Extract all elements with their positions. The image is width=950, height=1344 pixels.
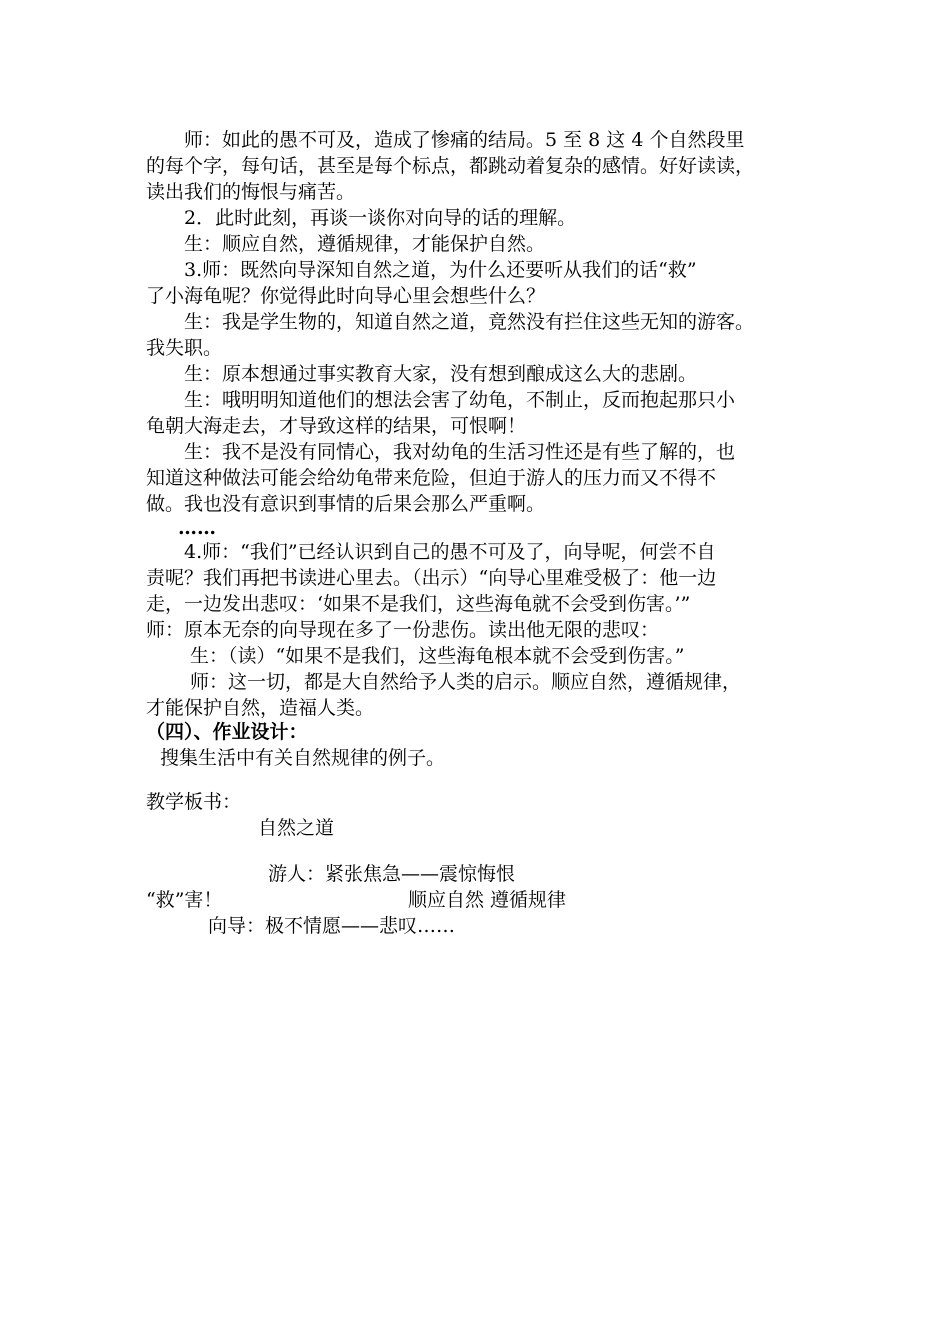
paragraph-4-line-2: 了小海龟呢？你觉得此时向导心里会想些什么？ (146, 285, 546, 307)
paragraph-4-line-1: 3.师：既然向导深知自然之道，为什么还要听从我们的话“救” (184, 259, 697, 281)
paragraph-10: 生：（读）“如果不是我们，这些海龟根本就不会受到伤害。” (190, 645, 685, 667)
board-save-label: “救”害！ (146, 889, 223, 911)
paragraph-9-line-4: 师：原本无奈的向导现在多了一份悲伤。读出他无限的悲叹： (146, 619, 660, 641)
paragraph-7-line-1: 生：哦明明知道他们的想法会害了幼龟，不制止，反而抱起那只小 (184, 389, 736, 411)
ellipsis: …… (178, 517, 216, 539)
paragraph-11-line-2: 才能保护自然，造福人类。 (146, 697, 375, 719)
board-title: 自然之道 (258, 817, 335, 839)
board-tourist-line: 游人：紧张焦急——震惊悔恨 (268, 863, 516, 885)
paragraph-2: 2．此时此刻，再谈一谈你对向导的话的理解。 (184, 207, 577, 229)
board-label: 教学板书： (146, 791, 242, 813)
paragraph-11-line-1: 师：这一切，都是大自然给予人类的启示。顺应自然，遵循规律， (190, 671, 742, 693)
homework-heading: （四）、作业设计： (146, 721, 308, 743)
paragraph-1-line-2: 的每个字，每句话，甚至是每个标点，都跳动着复杂的感情。好好读读， (146, 155, 755, 177)
paragraph-3: 生：顺应自然，遵循规律，才能保护自然。 (184, 233, 546, 255)
paragraph-9-line-1: 4.师：“我们”已经认识到自己的愚不可及了，向导呢，何尝不自 (184, 541, 716, 563)
paragraph-9-line-3: 走，一边发出悲叹：‘如果不是我们，这些海龟就不会受到伤害。’” (146, 593, 691, 615)
paragraph-5-line-1: 生：我是学生物的，知道自然之道，竟然没有拦住这些无知的游客。 (184, 311, 755, 333)
paragraph-6: 生：原本想通过事实教育大家，没有想到酿成这么大的悲剧。 (184, 363, 698, 385)
board-principle: 顺应自然 遵循规律 (408, 889, 567, 911)
paragraph-1-line-3: 读出我们的悔恨与痛苦。 (146, 181, 356, 203)
homework-content: 搜集生活中有关自然规律的例子。 (160, 747, 446, 769)
paragraph-8-line-3: 做。我也没有意识到事情的后果会那么严重啊。 (146, 493, 546, 515)
paragraph-8-line-1: 生：我不是没有同情心，我对幼龟的生活习性还是有些了解的，也 (184, 441, 736, 463)
paragraph-5-line-2: 我失职。 (146, 337, 223, 359)
board-guide-line: 向导：极不情愿——悲叹…… (208, 915, 456, 937)
paragraph-1-line-1: 师：如此的愚不可及，造成了惨痛的结局。5 至 8 这 4 个自然段里 (184, 129, 745, 151)
paragraph-8-line-2: 知道这种做法可能会给幼龟带来危险，但迫于游人的压力而又不得不 (146, 467, 717, 489)
paragraph-9-line-2: 责呢？我们再把书读进心里去。（出示）“向导心里难受极了：他一边 (146, 567, 717, 589)
paragraph-7-line-2: 龟朝大海走去，才导致这样的结果，可恨啊！ (146, 415, 527, 437)
